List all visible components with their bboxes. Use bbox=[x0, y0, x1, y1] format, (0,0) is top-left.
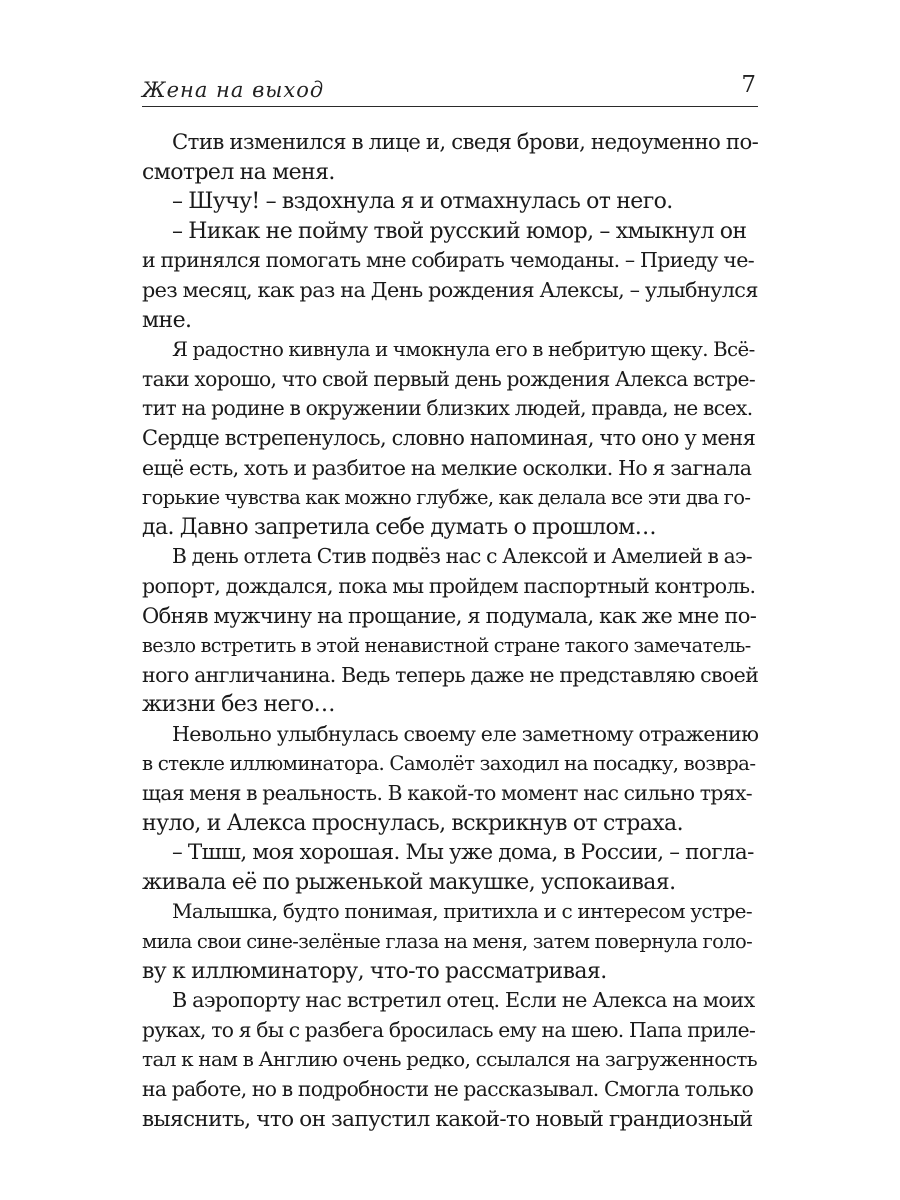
text-line: Невольно улыбнулась своему еле заметному отражению bbox=[172, 721, 758, 746]
text-line: Стив изменился в лице и, сведя брови, недоуменно по- bbox=[172, 130, 758, 155]
text-line: таки хорошо, что свой первый день рождения Алекса встре- bbox=[142, 366, 756, 391]
text-line: смотрел на меня. bbox=[142, 159, 335, 185]
text-line: мила свои сине-зелёные глаза на меня, затем повернула голо- bbox=[142, 930, 753, 954]
text-line: жизни без него… bbox=[142, 692, 335, 718]
text-line: в стекле иллюминатора. Самолёт заходил на посадку, возвра- bbox=[142, 752, 756, 776]
text-line: Малышка, будто понимая, притихла и с интересом устре- bbox=[172, 899, 753, 924]
text-line: руках, то я бы с разбега бросилась ему на шею. Папа приле- bbox=[142, 1017, 756, 1042]
text-line: ещё есть, хоть и разбитое на мелкие осколки. Но я загнала bbox=[142, 455, 752, 480]
text-line: тит на родине в окружении близких людей, правда, не всех. bbox=[142, 396, 753, 421]
text-line: В день отлета Стив подвёз нас с Алексой и Амелией в аэ- bbox=[172, 544, 753, 569]
running-title: Жена на выход bbox=[142, 78, 325, 102]
text-line: Обняв мужчину на прощание, я подумала, как же мне по- bbox=[142, 603, 757, 628]
text-line: мне. bbox=[142, 307, 192, 333]
text-line: живала её по рыженькой макушке, успокаивая. bbox=[142, 869, 676, 895]
body-text bbox=[142, 128, 758, 1134]
running-header bbox=[142, 70, 758, 106]
text-line: да. Давно запретила себе думать о прошлом… bbox=[142, 514, 657, 540]
text-line: рез месяц, как раз на День рождения Алексы, – улыбнулся bbox=[142, 277, 758, 302]
text-line: на работе, но в подробности не рассказывал. Смогла только bbox=[142, 1077, 754, 1101]
text-line: Я радостно кивнула и чмокнула его в небритую щеку. Всё- bbox=[172, 338, 755, 362]
text-line: – Тшш, моя хорошая. Мы уже дома, в России, – погла- bbox=[172, 840, 754, 866]
text-line: Сердце встрепенулось, словно напоминая, что оно у меня bbox=[142, 425, 756, 450]
text-line: ного англичанина. Ведь теперь даже не представляю своей bbox=[142, 662, 758, 687]
header-divider bbox=[142, 106, 758, 107]
text-line: ропорт, дождался, пока мы пройдем паспортный контроль. bbox=[142, 573, 756, 598]
text-line: В аэропорту нас встретил отец. Если не Алекса на моих bbox=[172, 988, 755, 1013]
text-line: – Шучу! – вздохнула я и отмахнулась от него. bbox=[172, 189, 673, 215]
page-number: 7 bbox=[741, 72, 756, 98]
text-line: горькие чувства как можно глубже, как делала все эти два го- bbox=[142, 486, 751, 510]
text-line: щая меня в реальность. В какой-то момент нас сильно трях- bbox=[142, 781, 753, 806]
text-line: везло встретить в этой ненавистной стране такого замечатель- bbox=[142, 634, 751, 658]
text-line: ву к иллюминатору, что-то рассматривая. bbox=[142, 958, 607, 984]
text-line: – Никак не пойму твой русский юмор, – хмыкнул он bbox=[172, 218, 747, 244]
text-line: выяснить, что он запустил какой-то новый грандиозный bbox=[142, 1106, 753, 1132]
text-line: и принялся помогать мне собирать чемоданы. – Приеду че- bbox=[142, 248, 755, 273]
text-line: тал к нам в Англию очень редко, ссылался на загруженность bbox=[142, 1047, 758, 1072]
text-line: нуло, и Алекса проснулась, вскрикнув от страха. bbox=[142, 810, 683, 836]
